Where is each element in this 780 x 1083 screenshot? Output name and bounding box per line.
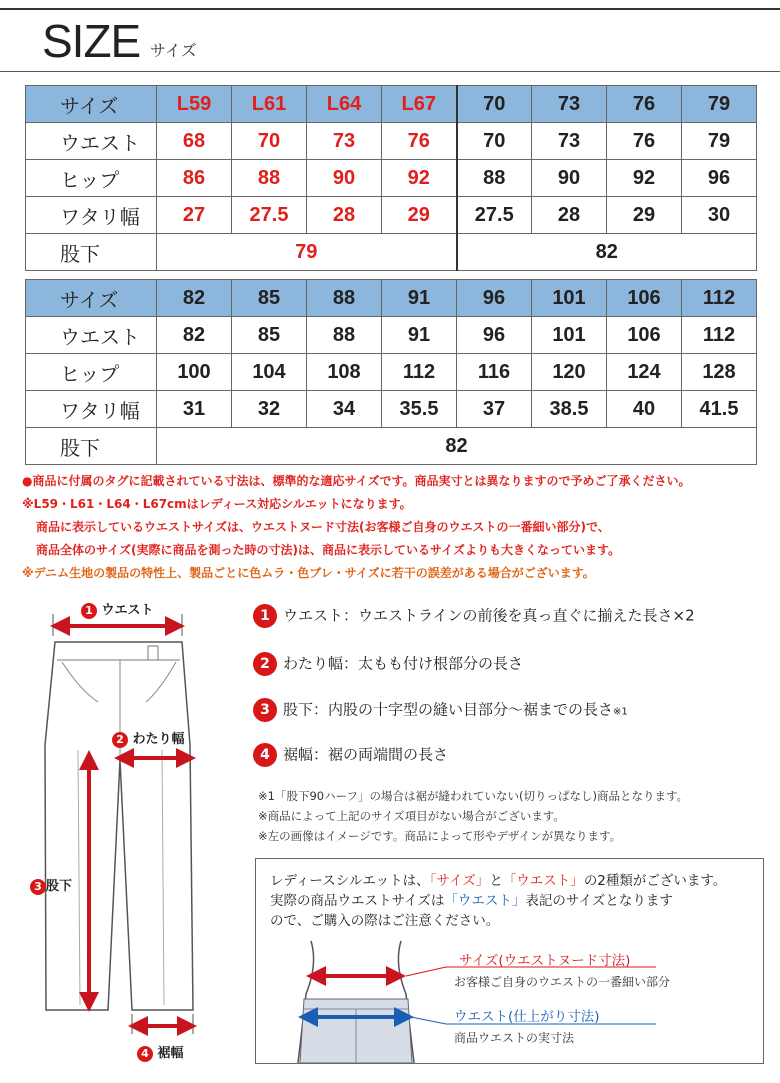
- table-cell: L59: [157, 86, 232, 123]
- table-cell: 124: [607, 354, 682, 391]
- table-cell: 38.5: [532, 391, 607, 428]
- table-cell: 73: [532, 123, 607, 160]
- pants-diagram: [0, 590, 250, 1079]
- size-nude-desc: お客様ご自身のウエストの一番細い部分: [454, 975, 671, 989]
- pants-illustration: [0, 590, 250, 1079]
- item-waist: 1 ウエスト：ウエストラインの前後を真っ直ぐに揃えた長さ×2: [253, 604, 695, 628]
- size-header-row: [26, 86, 757, 123]
- waist-finished-label: ウエスト(仕上がり寸法): [454, 1009, 600, 1025]
- table-cell: 104: [232, 354, 307, 391]
- top-rule: [0, 8, 780, 10]
- table-cell: 128: [682, 354, 757, 391]
- size-header-row: [26, 280, 757, 317]
- thigh-label: 2 わたり幅: [112, 728, 185, 748]
- waist-label: 1 ウエスト: [81, 599, 154, 619]
- table-cell: 96: [457, 280, 532, 317]
- row-label: ヒップ: [26, 160, 157, 197]
- item-thigh: 2 わたり幅：太もも付け根部分の長さ: [253, 652, 523, 676]
- ladies-silhouette-box: [255, 858, 764, 1064]
- table-cell: 88: [307, 280, 382, 317]
- row-label: ウエスト: [26, 123, 157, 160]
- table-cell: 90: [307, 160, 382, 197]
- box-text: レディースシルエットは、「サイズ」と「ウエスト」の2種類がございます。 実際の商品ウエストサイズは「ウエスト」表記のサイズとなります ので、ご購入の際はご注意ください。: [270, 873, 727, 929]
- table-cell: 32: [232, 391, 307, 428]
- note-ladies: ※L59・L61・L64・L67cmはレディース対応シルエットになります。: [22, 497, 412, 511]
- inseam-cell: 82: [157, 428, 757, 465]
- table-cell: 79: [682, 86, 757, 123]
- table-cell: L64: [307, 86, 382, 123]
- table-cell: 112: [682, 317, 757, 354]
- table-row: [26, 197, 757, 234]
- hem-label: 4 裾幅: [137, 1042, 184, 1062]
- footnote-1: ※1「股下90ハーフ」の場合は裾が縫われていない(切りっぱなし)商品となります。: [258, 789, 689, 803]
- table-cell: 86: [157, 160, 232, 197]
- table-cell: 101: [532, 317, 607, 354]
- row-label: サイズ: [26, 280, 157, 317]
- inseam-cell: 82: [457, 234, 757, 271]
- table-cell: 116: [457, 354, 532, 391]
- row-label: サイズ: [26, 86, 157, 123]
- table-row: [26, 391, 757, 428]
- footnotes: [258, 786, 688, 846]
- table-cell: 76: [607, 123, 682, 160]
- note-overall-size: 商品全体のサイズ(実際に商品を測った時の寸法)は、商品に表示しているサイズよりも大きくなっています。: [36, 543, 621, 557]
- table-cell: 82: [157, 280, 232, 317]
- item-hem: 4 裾幅：裾の両端間の長さ: [253, 743, 448, 767]
- table-cell: 27.5: [457, 197, 532, 234]
- inseam-label: 3 股下: [30, 875, 72, 895]
- inseam-row: [26, 234, 757, 271]
- table-cell: 29: [382, 197, 457, 234]
- row-label: ウエスト: [26, 317, 157, 354]
- table-cell: 88: [232, 160, 307, 197]
- table-cell: 91: [382, 317, 457, 354]
- inseam-row: [26, 428, 757, 465]
- table-cell: 112: [682, 280, 757, 317]
- table-cell: 30: [682, 197, 757, 234]
- table-cell: 90: [532, 160, 607, 197]
- waist-finished-desc: 商品ウエストの実寸法: [454, 1031, 575, 1045]
- size-table-2: [25, 279, 757, 465]
- table-row: [26, 123, 757, 160]
- table-cell: 70: [232, 123, 307, 160]
- size-nude-label: サイズ(ウエストヌード寸法): [459, 953, 631, 969]
- table-row: [26, 160, 757, 197]
- table-cell: 85: [232, 280, 307, 317]
- table-cell: 82: [157, 317, 232, 354]
- table-cell: 108: [307, 354, 382, 391]
- row-label: ワタリ幅: [26, 391, 157, 428]
- table-cell: 101: [532, 280, 607, 317]
- row-label: 股下: [26, 234, 157, 271]
- table-cell: 79: [682, 123, 757, 160]
- size-table-1: [25, 85, 757, 271]
- table-cell: 92: [607, 160, 682, 197]
- table-cell: 28: [307, 197, 382, 234]
- page-subtitle: サイズ: [150, 41, 197, 60]
- row-label: ヒップ: [26, 354, 157, 391]
- table-cell: 106: [607, 280, 682, 317]
- item-inseam: 3 股下：内股の十字型の縫い目部分～裾までの長さ※1: [253, 698, 628, 722]
- table-cell: 85: [232, 317, 307, 354]
- table-cell: 68: [157, 123, 232, 160]
- table-cell: 73: [307, 123, 382, 160]
- table-cell: 88: [307, 317, 382, 354]
- table-cell: 29: [607, 197, 682, 234]
- table-cell: 35.5: [382, 391, 457, 428]
- table-row: [26, 317, 757, 354]
- footnote-3: ※左の画像はイメージです。商品によって形やデザインが異なります。: [258, 829, 622, 843]
- table-cell: 91: [382, 280, 457, 317]
- footnote-2: ※商品によって上記のサイズ項目がない場合がございます。: [258, 809, 565, 823]
- table-cell: 31: [157, 391, 232, 428]
- table-cell: 92: [382, 160, 457, 197]
- table-cell: 106: [607, 317, 682, 354]
- table-cell: 112: [382, 354, 457, 391]
- table-cell: 37: [457, 391, 532, 428]
- row-label: ワタリ幅: [26, 197, 157, 234]
- table-cell: 76: [382, 123, 457, 160]
- table-cell: L61: [232, 86, 307, 123]
- table-cell: 27.5: [232, 197, 307, 234]
- note-waist-nude: 商品に表示しているウエストサイズは、ウエストヌード寸法(お客様ご自身のウエストの一番細い部分)で、: [36, 520, 610, 534]
- table-cell: L67: [382, 86, 457, 123]
- table-cell: 70: [457, 123, 532, 160]
- table-cell: 27: [157, 197, 232, 234]
- table-cell: 34: [307, 391, 382, 428]
- table-cell: 28: [532, 197, 607, 234]
- inseam-cell: 79: [157, 234, 457, 271]
- size-notes: [22, 470, 762, 585]
- title-rule: [0, 71, 780, 72]
- table-cell: 73: [532, 86, 607, 123]
- table-row: [26, 354, 757, 391]
- note-denim: ※デニム生地の製品の特性上、製品ごとに色ムラ・色ブレ・サイズに若干の誤差がある場合がございます。: [22, 566, 595, 580]
- table-cell: 88: [457, 160, 532, 197]
- table-cell: 41.5: [682, 391, 757, 428]
- row-label: 股下: [26, 428, 157, 465]
- table-cell: 100: [157, 354, 232, 391]
- table-cell: 96: [457, 317, 532, 354]
- table-cell: 76: [607, 86, 682, 123]
- table-cell: 40: [607, 391, 682, 428]
- note-tag: ●商品に付属のタグに記載されている寸法は、標準的な適応サイズです。商品実寸とは異なりますので予めご了承ください。: [22, 474, 691, 488]
- table-cell: 70: [457, 86, 532, 123]
- table-cell: 120: [532, 354, 607, 391]
- page-title: SIZE: [42, 15, 141, 67]
- table-cell: 96: [682, 160, 757, 197]
